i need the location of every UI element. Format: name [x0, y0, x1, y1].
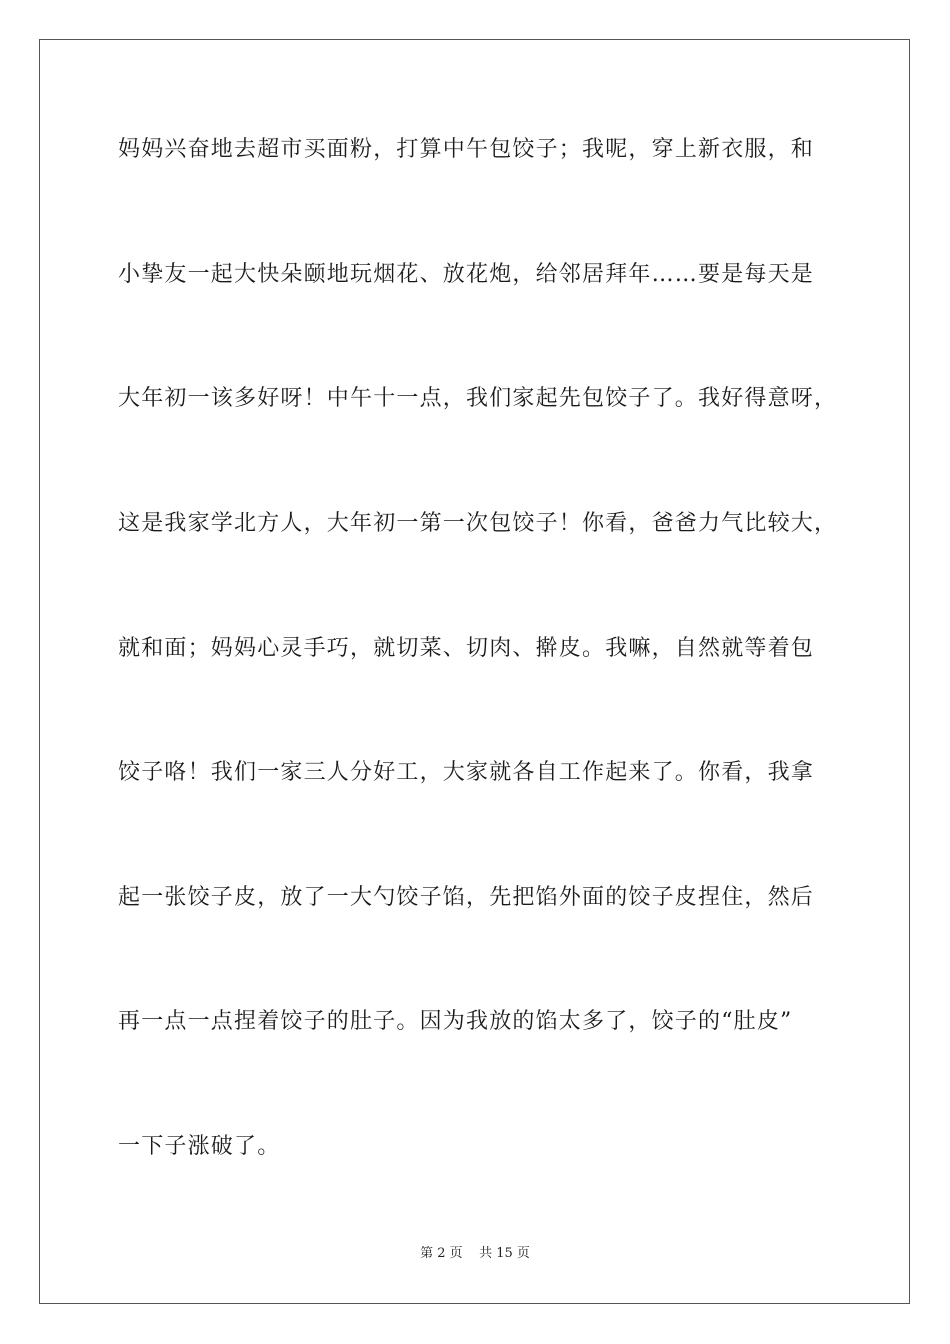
paragraph-line: 大年初一该多好呀！中午十一点，我们家起先包饺子了。我好得意呀，: [118, 386, 838, 411]
paragraph-line: 妈妈兴奋地去超市买面粉，打算中午包饺子；我呢，穿上新衣服，和: [118, 137, 815, 162]
paragraph-line: 就和面；妈妈心灵手巧，就切菜、切肉、擀皮。我嘛，自然就等着包: [118, 636, 815, 661]
paragraph-line: 小挚友一起大快朵颐地玩烟花、放花炮，给邻居拜年……要是每天是: [118, 262, 815, 287]
paragraph-line: 起一张饺子皮，放了一大勺饺子馅，先把馅外面的饺子皮捏住，然后: [118, 885, 815, 910]
paragraph-line: 饺子咯！我们一家三人分好工，大家就各自工作起来了。你看，我拿: [118, 760, 815, 785]
paragraph-line: 再一点一点捏着饺子的肚子。因为我放的馅太多了，饺子的“肚皮”: [118, 1009, 793, 1034]
page-border: [39, 39, 910, 1304]
paragraph-line: 一下子涨破了。: [118, 1134, 281, 1159]
page-number-footer: 第 2 页 共 15 页: [420, 1246, 530, 1261]
paragraph-line: 这是我家学北方人，大年初一第一次包饺子！你看，爸爸力气比较大，: [118, 511, 838, 536]
